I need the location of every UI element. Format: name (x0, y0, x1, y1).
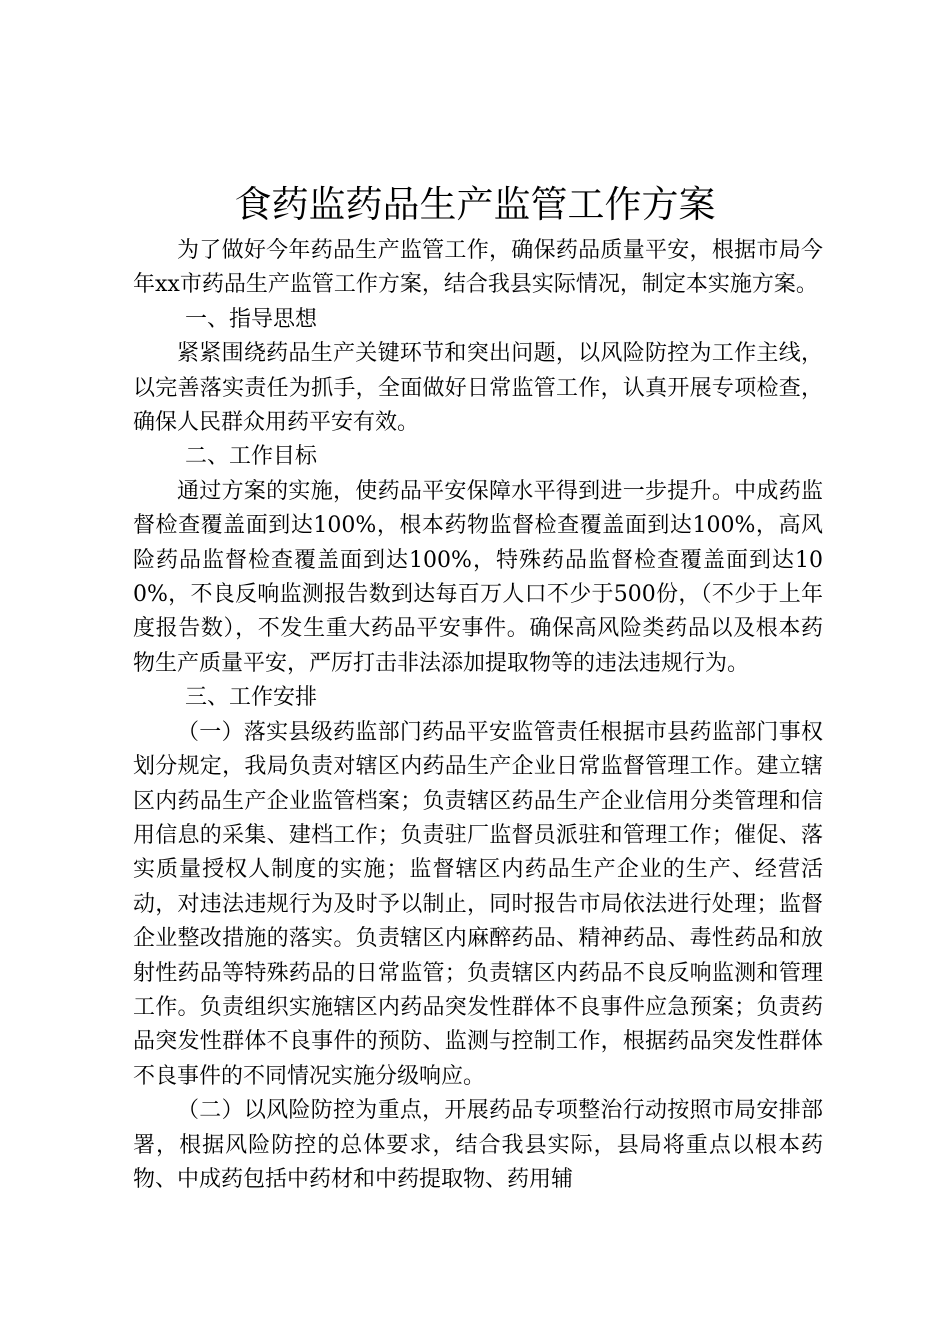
arrangement-item-2-paragraph: （二）以风险防控为重点，开展药品专项整治行动按照市局安排部署，根据风险防控的总体要求，结合我县实际，县局将重点以根本药物、中成药包括中药材和中药提取物、药用辅 (133, 1098, 823, 1192)
guiding-ideology-paragraph: 紧紧围绕药品生产关键环节和突出问题，以风险防控为工作主线，以完善落实责任为抓手，全面做好日常监管工作，认真开展专项检查，确保人民群众用药平安有效。 (133, 341, 823, 436)
intro-paragraph: 为了做好今年药品生产监管工作，确保药品质量平安，根据市局今年xx市药品生产监管工作方案，结合我县实际情况，制定本实施方案。 (133, 238, 823, 298)
work-goals-paragraph: 通过方案的实施，使药品平安保障水平得到进一步提升。中成药监督检查覆盖面到达100%，根本药物监督检查覆盖面到达100%，高风险药品监督检查覆盖面到达100%，特殊药品监督检查覆盖面到达100%，不良反响监测报告数到达每百万人口不少于500份，（不少于上年度报告数），不发生重大药品平安事件。确保高风险类药品以及根本药物生产质量平安，严厉打击非法添加提取物等的违法违规行为。 (133, 478, 823, 676)
arrangement-item-1-paragraph: （一）落实县级药监部门药品平安监管责任根据市县药监部门事权划分规定，我局负责对辖区内药品生产企业日常监督管理工作。建立辖区内药品生产企业监管档案；负责辖区药品生产企业信用分类管理和信用信息的采集、建档工作；负责驻厂监督员派驻和管理工作；催促、落实质量授权人制度的实施；监督辖区内药品生产企业的生产、经营活动，对违法违规行为及时予以制止，同时报告市局依法进行处理；监督企业整改措施的落实。负责辖区内麻醉药品、精神药品、毒性药品和放射性药品等特殊药品的日常监管；负责辖区内药品不良反响监测和管理工作。负责组织实施辖区内药品突发性群体不良事件应急预案；负责药品突发性群体不良事件的预防、监测与控制工作，根据药品突发性群体不良事件的不同情况实施分级响应。 (133, 719, 823, 1089)
document-title: 食药监药品生产监管工作方案 (234, 183, 716, 226)
section-heading-work-goals: 二、工作目标 (185, 444, 318, 470)
section-heading-work-arrangements: 三、工作安排 (185, 685, 318, 711)
document-body (133, 234, 823, 1197)
section-heading-guiding-ideology: 一、指导思想 (185, 306, 318, 332)
